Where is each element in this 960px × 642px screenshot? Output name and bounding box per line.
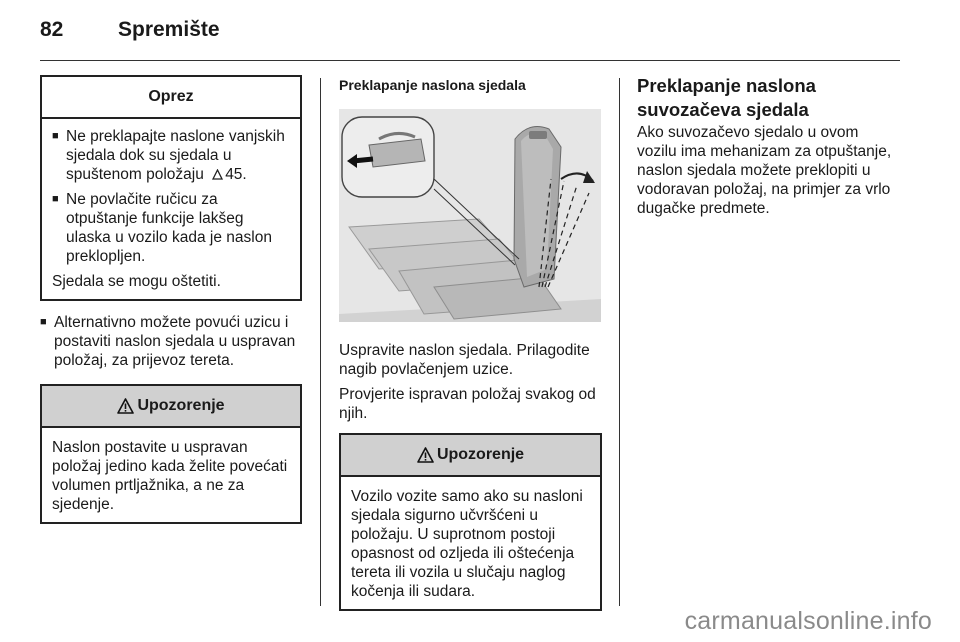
caution-box [40, 75, 302, 301]
header-divider [40, 60, 900, 61]
watermark-text: carmanualsonline.info [684, 607, 932, 635]
column-divider-right [619, 78, 620, 606]
list-item [52, 127, 290, 184]
bullet-square-icon: ■ [40, 316, 47, 328]
page-reference[interactable]: 45. [225, 166, 247, 183]
warning-box-header [341, 435, 600, 477]
warning-box-text: Vozilo vozite samo ako su nasloni sjedala sigurno učvršćeni u položaju. U suprotnom postoji opasnost od ozljeda ili oštećenja tereta ili vozila u slučaju naglog kočenja ili sudara. [351, 488, 583, 600]
warning-triangle-icon [117, 398, 134, 414]
warning-box [339, 433, 602, 611]
caution-footer-text: Sjedala se mogu oštetiti. [52, 273, 221, 290]
caution-bullet-1-text: Ne preklapajte naslone vanjskih sjedala dok su sjedala u spuštenom položaju [66, 128, 285, 183]
section-body-text: Ako suvozačevo sjedalo u ovom vozilu ima mehanizam za otpuštanje, naslon sjedala možete preklopiti u vodoravan položaj, na primjer za vrlo dugačke predmete. [637, 124, 892, 217]
caution-bullet-2-text: Ne povlačite ručicu za otpuštanje funkcije lakšeg ulaska u vozilo kada je naslon preklopljen. [66, 191, 272, 265]
middle-column [339, 75, 602, 611]
left-column [40, 75, 302, 524]
list-item [40, 313, 302, 370]
caution-box-title: Oprez [42, 77, 300, 119]
list-item [52, 190, 290, 266]
section-heading-line-1: Preklapanje naslona [637, 75, 816, 96]
warning-box [40, 384, 302, 524]
seat-folding-illustration [339, 109, 601, 322]
instruction-paragraph-1: Uspravite naslon sjedala. Prilagodite nagib povlačenjem uzice. [339, 342, 590, 378]
right-column [637, 75, 902, 224]
page-number: 82 [40, 18, 64, 41]
warning-box-header [42, 386, 300, 428]
chapter-title: Spremište [118, 18, 220, 41]
warning-box-text: Naslon postavite u uspravan položaj jedino kada želite povećati volumen prtljažnika, a ne za sjedenje. [52, 439, 288, 513]
bullet-square-icon: ■ [52, 130, 59, 142]
bullet-square-icon: ■ [52, 193, 59, 205]
alternative-bullet-text: Alternativno možete povući uzicu i postaviti naslon sjedala u uspravan položaj, za prijevoz tereta. [54, 314, 296, 369]
section-heading: Preklapanje naslona sjedala [339, 77, 526, 93]
warning-box-title: Upozorenje [436, 446, 525, 463]
warning-triangle-icon [417, 447, 434, 463]
column-divider-left [320, 78, 321, 606]
warning-box-title: Upozorenje [137, 397, 225, 414]
section-heading-line-2: suvozačeva sjedala [637, 99, 809, 120]
instruction-paragraph-2: Provjerite ispravan položaj svakog od njih. [339, 386, 596, 422]
page-header [40, 18, 220, 48]
triangle-ref-icon [212, 169, 223, 180]
